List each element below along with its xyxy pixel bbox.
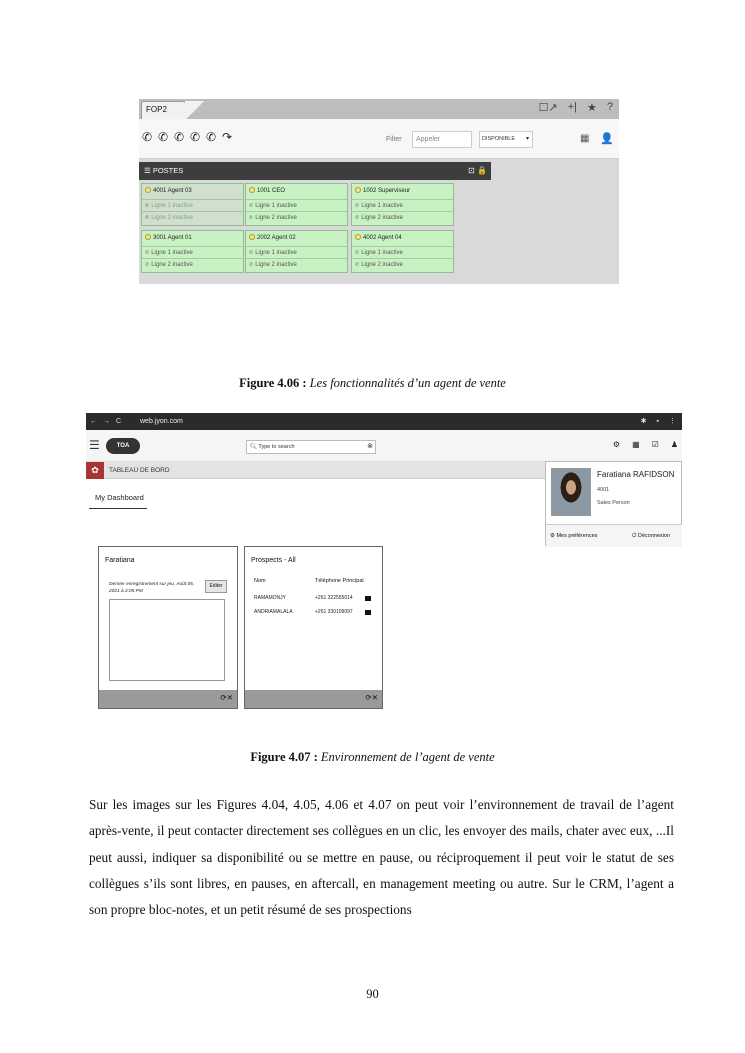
card-line: Ligne 2 inactive: [255, 215, 297, 221]
close-icon[interactable]: ✕: [226, 693, 233, 702]
card-title: 4001 Agent 03: [153, 188, 192, 194]
line-phone-icon: ✆: [249, 203, 254, 209]
split-icon[interactable]: +|: [567, 101, 577, 113]
body-paragraph: Sur les images sur les Figures 4.04, 4.05, 4.06 et 4.07 on peut voir l’environnement de travail de l’agent après-vente, il peut contacter directement ses collègues en un clic, les envoyer des mails, chater avec eux, ...Il peut aussi, indiquer sa disponibilité ou se mettre en pause, ou réciproquement il peut voir le statut de ses collègues s’ils sont libres, en pauses, en aftercall, en management meeting ou autre. Sur le CRM, l’agent a son propre bloc-notes, et un petit résumé de ses prospections: [89, 797, 674, 918]
user-icon[interactable]: 👤: [600, 133, 614, 145]
card-line: Ligne 1 inactive: [151, 203, 193, 209]
line-phone-icon: ✆: [355, 250, 360, 256]
caption-text: Les fonctionnalités d’un agent de vente: [309, 376, 506, 390]
reload-icon[interactable]: C: [116, 418, 128, 425]
hamburger-icon[interactable]: ☰: [89, 438, 100, 452]
card-title: 3001 Agent 01: [153, 235, 192, 241]
status-select[interactable]: [479, 131, 533, 148]
status-dot-icon: [145, 187, 151, 193]
edit-button[interactable]: Editer: [205, 580, 227, 593]
widget-controls: [365, 693, 378, 702]
status-dot-icon: [355, 187, 361, 193]
header-actions: [613, 440, 678, 449]
card-title: 2002 Agent 02: [257, 235, 296, 241]
search-placeholder: Type to search: [258, 444, 295, 450]
last-saved-text: Dernier enregistrement sur jeu, Août 05, 2021 à 2:05 PM: [109, 582, 195, 594]
card-line: Ligne 2 inactive: [151, 215, 193, 221]
grid-icon[interactable]: ▦: [580, 133, 590, 144]
dashboard-icon: ✿: [86, 462, 104, 479]
chevron-down-icon: ▾: [525, 136, 529, 142]
card-line: Ligne 1 inactive: [255, 250, 297, 256]
preferences-link[interactable]: [550, 533, 597, 539]
tab-my-dashboard[interactable]: My Dashboard: [95, 493, 144, 502]
browser-bar: [86, 413, 682, 430]
line-phone-icon: ✆: [355, 203, 360, 209]
lock-icon[interactable]: 🔒: [477, 166, 487, 175]
phone-attended-icon[interactable]: ✆: [174, 130, 185, 144]
column-header-name: Nom: [254, 578, 266, 584]
figure-caption-4-06: [0, 376, 745, 391]
status-dot-icon: [355, 234, 361, 240]
panel-controls: [468, 162, 487, 180]
popover-footer: [546, 524, 682, 547]
user-icon[interactable]: ♟: [670, 440, 678, 449]
popout-icon[interactable]: ☐↗: [538, 102, 558, 114]
user-role: Sales Person: [597, 500, 630, 506]
extension-card[interactable]: [141, 230, 244, 273]
power-icon: ⏻: [632, 533, 638, 539]
line-phone-icon: ✆: [145, 215, 150, 221]
message-icon[interactable]: [365, 596, 371, 601]
crm-screenshot: [86, 413, 682, 729]
settings-icon[interactable]: ⚙: [612, 440, 621, 449]
filter-label: Filter: [386, 136, 402, 143]
card-line: Ligne 2 inactive: [361, 262, 403, 268]
status-value: DISPONIBLE: [482, 136, 516, 142]
line-phone-icon: ✆: [145, 203, 150, 209]
line-phone-icon: ✆: [249, 250, 254, 256]
card-line: Ligne 2 inactive: [361, 215, 403, 221]
page-title: TABLEAU DE BORD: [109, 467, 170, 474]
profile-icon[interactable]: ▪: [656, 418, 659, 425]
panel-header: [139, 162, 491, 180]
avatar: [551, 468, 591, 516]
kebab-menu-icon[interactable]: ⋮: [669, 418, 676, 425]
extension-card[interactable]: [245, 230, 348, 273]
widget-controls: [220, 693, 233, 702]
caption-label: Figure 4.06 :: [239, 376, 307, 390]
notes-textarea[interactable]: [109, 599, 225, 681]
forward-icon[interactable]: →: [103, 418, 116, 425]
status-dot-icon: [249, 187, 255, 193]
filter-input[interactable]: Appeler: [412, 131, 472, 148]
page-number: 90: [366, 987, 379, 1001]
star-icon[interactable]: ★: [587, 102, 597, 114]
line-phone-icon: ✆: [355, 215, 360, 221]
line-phone-icon: ✆: [249, 215, 254, 221]
card-line: Ligne 1 inactive: [151, 250, 193, 256]
widget-footer: [99, 690, 237, 708]
gears-icon: ⚙: [550, 533, 557, 539]
browser-nav: [90, 413, 127, 430]
user-popover: [545, 461, 682, 546]
notes-widget: [98, 546, 238, 709]
search-input[interactable]: [246, 440, 376, 454]
tab-edge: [185, 101, 205, 119]
refresh-icon[interactable]: ⟳: [365, 693, 372, 702]
card-line: Ligne 2 inactive: [151, 262, 193, 268]
widget-footer: [245, 690, 382, 708]
search-clear-icon[interactable]: ⊗: [367, 443, 373, 450]
extension-card[interactable]: [351, 230, 454, 273]
prospect-phone: +261 330109097: [315, 609, 353, 615]
prospect-phone: +261 322555014: [315, 595, 353, 601]
message-icon[interactable]: [365, 610, 371, 615]
app-header: [86, 430, 682, 462]
browser-actions: [641, 413, 676, 430]
phone-conference-icon[interactable]: ✆: [206, 130, 217, 144]
phone-record-icon[interactable]: ✆: [190, 130, 201, 144]
line-phone-icon: ✆: [355, 262, 360, 268]
prospects-widget: [244, 546, 383, 709]
extension-card[interactable]: [351, 183, 454, 226]
extension-icon[interactable]: ✱: [640, 418, 647, 425]
extension-card[interactable]: [245, 183, 348, 226]
active-tab-indicator: [89, 508, 147, 509]
user-name: Faratiana RAFIDSON: [597, 470, 675, 479]
notes-widget-title: Faratiana: [105, 557, 135, 564]
fop2-tab-bar: [139, 99, 619, 119]
back-icon[interactable]: ←: [90, 418, 103, 425]
prospect-name[interactable]: ANDRIAMALALA: [254, 609, 293, 615]
phone-icon[interactable]: ✆: [142, 130, 153, 144]
logout-link[interactable]: [632, 533, 670, 540]
fop2-toolbar: [139, 119, 619, 159]
caption-label: Figure 4.07 :: [250, 750, 318, 764]
column-header-phone: Téléphone Principal: [315, 578, 364, 584]
card-title: 4002 Agent 04: [363, 235, 402, 241]
fop2-screenshot: [139, 99, 619, 284]
card-line: Ligne 1 inactive: [361, 250, 403, 256]
user-extension: 4001: [597, 487, 610, 493]
card-title: 1001 CEO: [257, 188, 286, 194]
call-actions: [142, 129, 234, 145]
panel-expand-icon[interactable]: ⊡: [468, 166, 475, 175]
card-line: Ligne 1 inactive: [255, 203, 297, 209]
logout-label: Déconnexion: [637, 533, 670, 539]
line-phone-icon: ✆: [145, 262, 150, 268]
search-icon: 🔍︎: [250, 444, 257, 450]
status-dot-icon: [145, 234, 151, 240]
line-phone-icon: ✆: [145, 250, 150, 256]
calendar-icon[interactable]: ▦: [632, 440, 640, 449]
app-logo[interactable]: TOA: [106, 438, 140, 454]
caption-text: Environnement de l’agent de vente: [320, 750, 495, 764]
line-phone-icon: ✆: [249, 262, 254, 268]
url-bar[interactable]: web.jyon.com: [140, 418, 183, 425]
card-line: Ligne 1 inactive: [361, 203, 403, 209]
preferences-label: Mes préférences: [556, 533, 598, 539]
tasks-icon[interactable]: ☑: [651, 440, 659, 449]
help-icon[interactable]: ?: [606, 101, 613, 113]
panel-title: POSTES: [152, 166, 184, 175]
extension-card[interactable]: [141, 183, 244, 226]
status-dot-icon: [249, 234, 255, 240]
prospect-name[interactable]: RAMAMONJY: [254, 595, 286, 601]
prospects-widget-title: Prospects - All: [251, 557, 296, 564]
menu-icon[interactable]: ☰: [144, 166, 151, 175]
fop2-tab[interactable]: FOP2: [141, 101, 186, 119]
close-icon[interactable]: ✕: [371, 693, 378, 702]
figure-caption-4-07: [0, 750, 745, 765]
phone-hangup-icon[interactable]: ↷: [222, 130, 233, 144]
card-title: 1002 Superviseur: [363, 188, 411, 194]
refresh-icon[interactable]: ⟳: [220, 693, 227, 702]
phone-transfer-icon[interactable]: ✆: [158, 130, 169, 144]
card-line: Ligne 2 inactive: [255, 262, 297, 268]
window-controls: [539, 101, 613, 114]
